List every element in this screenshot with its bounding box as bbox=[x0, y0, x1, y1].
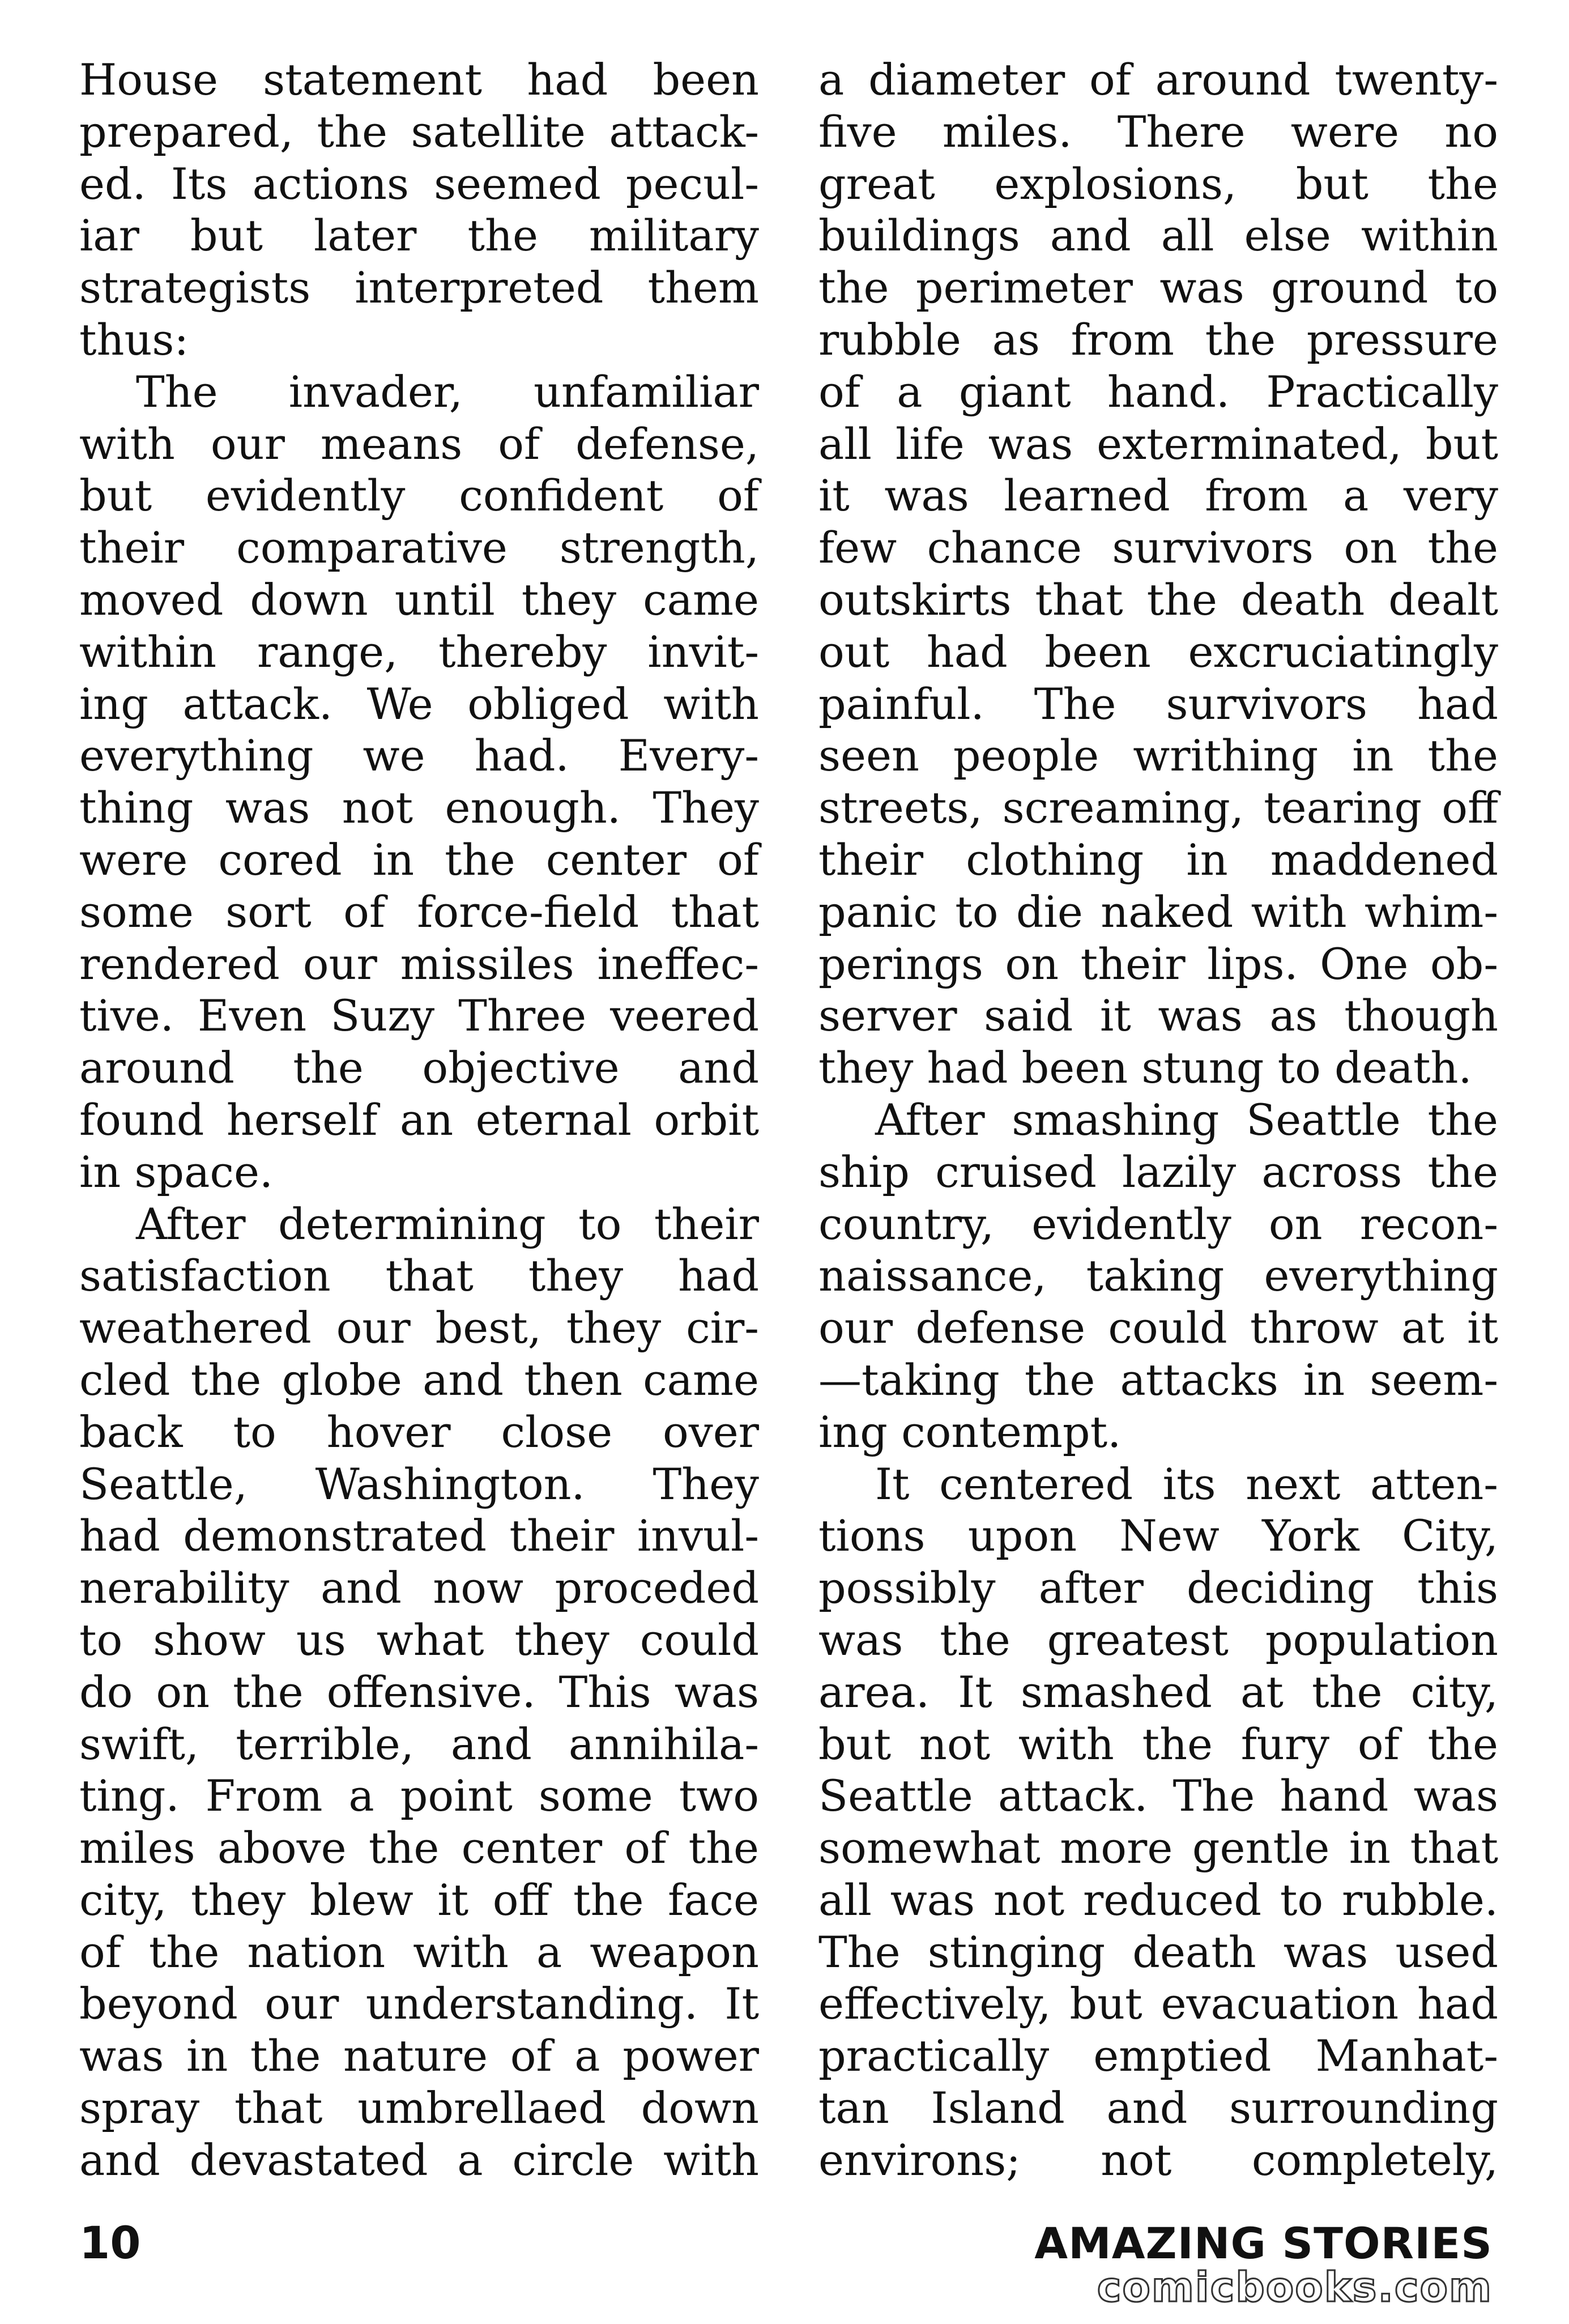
text-line: strategists interpreted them bbox=[79, 262, 759, 313]
text-line: spray that umbrellaed down bbox=[79, 2083, 759, 2134]
text-line: a diameter of around twenty- bbox=[818, 54, 1498, 105]
text-line: rendered our missiles ineffec- bbox=[79, 938, 759, 989]
text-line: but not with the fury of the bbox=[818, 1718, 1498, 1769]
text-line: panic to die naked with whim- bbox=[818, 886, 1498, 937]
text-line: within range, thereby invit- bbox=[79, 626, 759, 677]
text-line: possibly after deciding this bbox=[818, 1563, 1498, 1614]
text-line: painful. The survivors had bbox=[818, 678, 1498, 729]
text-line: Seattle, Washington. They bbox=[79, 1458, 759, 1509]
text-line: had demonstrated their invul- bbox=[79, 1510, 759, 1561]
text-line: city, they blew it off the face bbox=[79, 1874, 759, 1925]
text-line: country, evidently on recon- bbox=[818, 1198, 1498, 1249]
text-line: with our means of defense, bbox=[79, 418, 759, 469]
text-line: moved down until they came bbox=[79, 574, 759, 625]
text-line: everything we had. Every- bbox=[79, 730, 759, 781]
text-line: ship cruised lazily across the bbox=[818, 1146, 1498, 1197]
text-line: naissance, taking everything bbox=[818, 1250, 1498, 1301]
text-line: The stinging death was used bbox=[818, 1926, 1498, 1977]
text-line: ing attack. We obliged with bbox=[79, 678, 759, 729]
text-line: House statement had been bbox=[79, 54, 759, 105]
text-line: few chance survivors on the bbox=[818, 522, 1498, 573]
text-line: seen people writhing in the bbox=[818, 730, 1498, 781]
text-line: satisfaction that they had bbox=[79, 1250, 759, 1301]
text-line: environs; not completely, bbox=[818, 2134, 1498, 2185]
right-text-column bbox=[818, 54, 1498, 2186]
text-line: and devastated a circle with bbox=[79, 2134, 759, 2185]
text-line: cled the globe and then came bbox=[79, 1354, 759, 1405]
text-line: around the objective and bbox=[79, 1042, 759, 1093]
left-text-column bbox=[79, 54, 759, 2186]
text-line: it was learned from a very bbox=[818, 470, 1498, 521]
text-line: was the greatest population bbox=[818, 1614, 1498, 1665]
text-line: their comparative strength, bbox=[79, 522, 759, 573]
text-line: buildings and all else within bbox=[818, 210, 1498, 261]
text-line: all life was exterminated, but bbox=[818, 418, 1498, 469]
text-line: server said it was as though bbox=[818, 990, 1498, 1041]
text-line: back to hover close over bbox=[79, 1406, 759, 1457]
text-line: they had been stung to death. bbox=[818, 1042, 1472, 1093]
text-line: weathered our best, they cir- bbox=[79, 1303, 759, 1353]
text-line: area. It smashed at the city, bbox=[818, 1666, 1498, 1717]
text-line: do on the offensive. This was bbox=[79, 1666, 759, 1717]
text-line: their clothing in maddened bbox=[818, 834, 1498, 885]
text-line: of the nation with a weapon bbox=[79, 1926, 759, 1977]
text-line: was in the nature of a power bbox=[79, 2031, 759, 2082]
text-line: all was not reduced to rubble. bbox=[818, 1874, 1498, 1925]
text-line: found herself an eternal orbit bbox=[79, 1094, 759, 1145]
page-number: 10 bbox=[79, 2218, 141, 2269]
text-line: —taking the attacks in seem- bbox=[818, 1354, 1498, 1405]
text-line: miles above the center of the bbox=[79, 1823, 759, 1874]
text-line: iar but later the military bbox=[79, 210, 759, 261]
text-line: thus: bbox=[79, 314, 189, 365]
text-line: of a giant hand. Practically bbox=[818, 366, 1498, 417]
text-line: nerability and now proceded bbox=[79, 1563, 759, 1614]
text-line: prepared, the satellite attack- bbox=[79, 106, 759, 157]
text-line: practically emptied Manhat- bbox=[818, 2031, 1498, 2082]
text-line: five miles. There were no bbox=[818, 106, 1498, 157]
text-line: ed. Its actions seemed pecul- bbox=[79, 158, 759, 209]
text-line: ting. From a point some two bbox=[79, 1770, 759, 1821]
text-line: Seattle attack. The hand was bbox=[818, 1770, 1498, 1821]
text-line: perings on their lips. One ob- bbox=[818, 938, 1498, 989]
text-line: tan Island and surrounding bbox=[818, 2083, 1498, 2134]
text-line: out had been excruciatingly bbox=[818, 626, 1498, 677]
text-line: our defense could throw at it bbox=[818, 1303, 1498, 1353]
text-line: to show us what they could bbox=[79, 1614, 759, 1665]
text-line: streets, screaming, tearing off bbox=[818, 782, 1498, 833]
text-line: great explosions, but the bbox=[818, 158, 1498, 209]
text-line: ing contempt. bbox=[818, 1406, 1122, 1457]
text-line: the perimeter was ground to bbox=[818, 262, 1498, 313]
watermark: comicbooks.com bbox=[1097, 2263, 1493, 2311]
text-line: somewhat more gentle in that bbox=[818, 1823, 1498, 1874]
text-line: The invader, unfamiliar bbox=[136, 366, 759, 417]
text-line: some sort of force-field that bbox=[79, 886, 759, 937]
text-line: tions upon New York City, bbox=[818, 1510, 1498, 1561]
text-line: It centered its next atten- bbox=[875, 1458, 1498, 1509]
text-line: in space. bbox=[79, 1146, 274, 1197]
text-line: swift, terrible, and annihila- bbox=[79, 1718, 759, 1769]
text-line: After determining to their bbox=[136, 1198, 759, 1249]
text-line: but evidently confident of bbox=[79, 470, 759, 521]
text-line: outskirts that the death dealt bbox=[818, 574, 1498, 625]
text-line: thing was not enough. They bbox=[79, 782, 759, 833]
text-line: beyond our understanding. It bbox=[79, 1978, 759, 2029]
text-line: were cored in the center of bbox=[79, 834, 759, 885]
text-line: tive. Even Suzy Three veered bbox=[79, 990, 759, 1041]
text-line: rubble as from the pressure bbox=[818, 314, 1498, 365]
text-line: effectively, but evacuation had bbox=[818, 1978, 1498, 2029]
magazine-name: AMAZING STORIES bbox=[1034, 2218, 1493, 2268]
text-line: After smashing Seattle the bbox=[875, 1094, 1498, 1145]
